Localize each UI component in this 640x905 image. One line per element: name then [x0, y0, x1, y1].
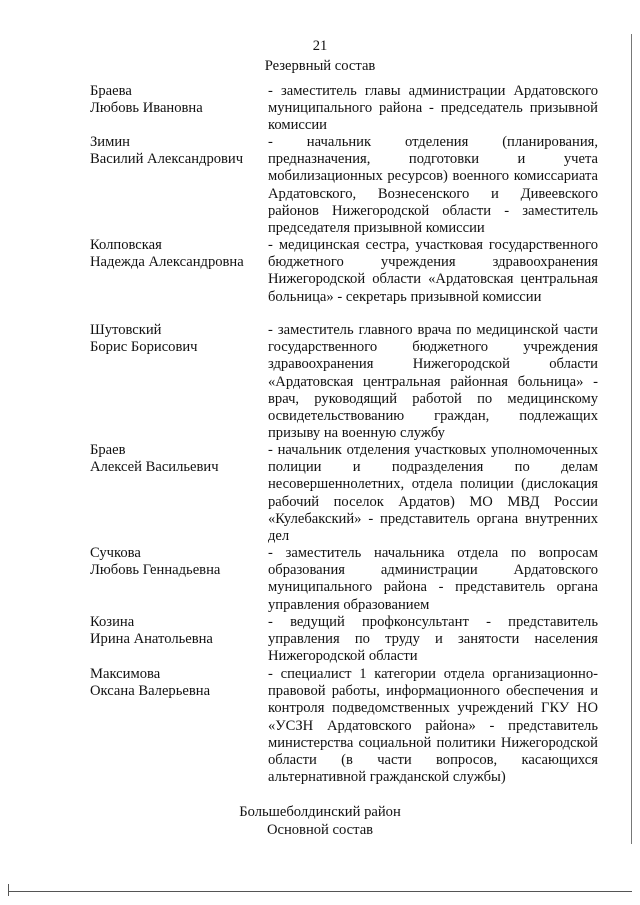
member-given-name: Надежда Александровна	[90, 254, 244, 271]
member-given-name: Борис Борисович	[90, 339, 198, 356]
scan-edge-mark	[8, 884, 9, 896]
scan-edge-bottom	[8, 891, 632, 892]
member-given-name: Любовь Ивановна	[90, 100, 203, 117]
member-role: - ведущий профконсультант - представитель управления по труду и занятости населения Нижегородской области	[268, 614, 598, 665]
scan-edge-right	[631, 34, 632, 844]
member-name	[90, 134, 260, 168]
member-surname: Браева	[90, 83, 132, 99]
member-role: - специалист 1 категории отдела организационно-правовой работы, информационного обеспечения и контроля подведомственных учреждений ГКУ НО «УСЗН Ардатовского района» - представитель министерства социальной политики Нижегородской области (в части вопросов, касающихся альтернативной гражданской службы)	[268, 666, 598, 786]
member-surname: Зимин	[90, 134, 130, 150]
member-role: - начальник отделения участковых уполномоченных полиции и подразделения по делам несовершеннолетних, отдела полиции (дислокация рабочий поселок Ардатов) МО МВД России «Кулебакский» - представитель органа внутренних дел	[268, 442, 598, 545]
page-number: 21	[312, 38, 328, 54]
main-composition-heading: Основной состав	[266, 822, 374, 838]
member-name	[90, 614, 260, 648]
member-name	[90, 442, 260, 476]
member-role: - начальник отделения (планирования, предназначения, подготовки и учета мобилизационных ресурсов) военного комиссариата Ардатовского, Вознесенского и Дивеевского районов Нижегородской области - заместитель председателя призывной комиссии	[268, 134, 598, 237]
district-heading: Большеболдинский район	[239, 804, 401, 820]
member-given-name: Василий Александрович	[90, 151, 244, 168]
member-name	[90, 322, 260, 356]
member-name	[90, 545, 260, 579]
member-given-name: Алексей Васильевич	[90, 459, 219, 476]
member-name	[90, 666, 260, 700]
member-name	[90, 237, 260, 271]
member-surname: Браев	[90, 442, 126, 458]
member-given-name: Ирина Анатольевна	[90, 631, 213, 648]
member-surname: Шутовский	[90, 322, 162, 338]
member-surname: Козина	[90, 614, 135, 630]
member-role: - медицинская сестра, участковая государственного бюджетного учреждения здравоохранения Нижегородской области «Ардатовская центральная больница» - секретарь призывной комиссии	[268, 237, 598, 305]
member-name	[90, 83, 260, 117]
reserve-composition-heading: Резервный состав	[264, 58, 376, 74]
member-given-name: Любовь Геннадьевна	[90, 562, 221, 579]
member-surname: Колповская	[90, 237, 162, 253]
member-surname: Максимова	[90, 666, 161, 682]
member-role: - заместитель главного врача по медицинской части государственного бюджетного учреждения здравоохранения Нижегородской области «Ардатовская центральная районная больница» - врач, руководящий работой по медицинскому освидетельствованию граждан, подлежащих призыву на военную службу	[268, 322, 598, 442]
member-given-name: Оксана Валерьевна	[90, 683, 211, 700]
member-surname: Сучкова	[90, 545, 141, 561]
member-role: - заместитель главы администрации Ардатовского муниципального района - председатель призывной комиссии	[268, 83, 598, 134]
member-role: - заместитель начальника отдела по вопросам образования администрации Ардатовского муниципального района - представитель органа управления образованием	[268, 545, 598, 613]
